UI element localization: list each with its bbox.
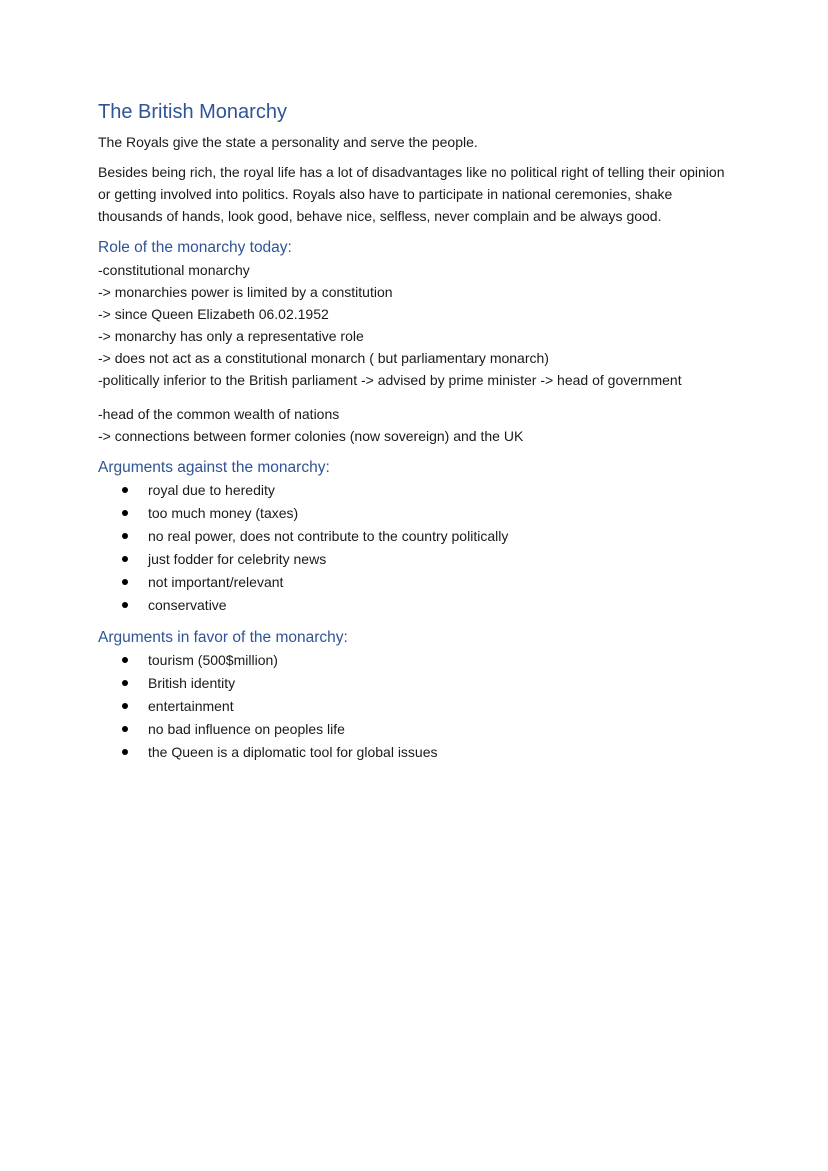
role-line: -constitutional monarchy <box>98 262 250 278</box>
favor-heading: Arguments in favor of the monarchy: <box>98 629 348 646</box>
body-paragraph: Besides being rich, the royal life has a lot of disadvantages like no political right of telling their opinion or getting involved into politics. Royals also have to participate in national ceremonies, shake thousands of hands, look good, behave nice, selfless, never complain and be always good. <box>98 164 725 224</box>
list-item <box>122 525 738 548</box>
list-item-text: too much money (taxes) <box>148 505 299 521</box>
bullet-icon <box>122 602 128 608</box>
bullet-icon <box>122 556 128 562</box>
bullet-icon <box>122 533 128 539</box>
list-item <box>122 649 738 672</box>
list-item <box>122 741 738 764</box>
role-line: -> monarchy has only a representative role <box>98 328 364 344</box>
role-line: -> monarchies power is limited by a constitution <box>98 284 393 300</box>
bullet-icon <box>122 680 128 686</box>
against-heading: Arguments against the monarchy: <box>98 459 330 476</box>
role-line: -> connections between former colonies (now sovereign) and the UK <box>98 428 524 444</box>
intro-text: The Royals give the state a personality and serve the people. <box>98 134 478 150</box>
role-heading: Role of the monarchy today: <box>98 239 292 256</box>
list-item <box>122 718 738 741</box>
role-line: -head of the common wealth of nations <box>98 406 340 422</box>
list-item-text: tourism (500$million) <box>148 652 278 668</box>
list-item-text: British identity <box>148 675 236 691</box>
list-item <box>122 479 738 502</box>
list-item-text: no bad influence on peoples life <box>148 721 345 737</box>
bullet-icon <box>122 703 128 709</box>
document-page <box>98 98 738 764</box>
bullet-icon <box>122 749 128 755</box>
bullet-icon <box>122 726 128 732</box>
list-item-text: conservative <box>148 597 227 613</box>
list-item <box>122 672 738 695</box>
list-item-text: entertainment <box>148 698 234 714</box>
bullet-icon <box>122 487 128 493</box>
list-item-text: not important/relevant <box>148 574 284 590</box>
bullet-icon <box>122 510 128 516</box>
against-list <box>98 479 738 617</box>
role-line: -politically inferior to the British parliament -> advised by prime minister -> head of government <box>98 372 682 388</box>
list-item <box>122 571 738 594</box>
bullet-icon <box>122 657 128 663</box>
list-item <box>122 594 738 617</box>
list-item <box>122 502 738 525</box>
page-title: The British Monarchy <box>98 101 287 123</box>
role-line: -> does not act as a constitutional monarch ( but parliamentary monarch) <box>98 350 549 366</box>
bullet-icon <box>122 579 128 585</box>
list-item-text: royal due to heredity <box>148 482 275 498</box>
list-item-text: no real power, does not contribute to the country politically <box>148 528 509 544</box>
list-item-text: the Queen is a diplomatic tool for global issues <box>148 744 438 760</box>
favor-list <box>98 649 738 764</box>
list-item-text: just fodder for celebrity news <box>148 551 327 567</box>
role-line: -> since Queen Elizabeth 06.02.1952 <box>98 306 329 322</box>
list-item <box>122 695 738 718</box>
list-item <box>122 548 738 571</box>
